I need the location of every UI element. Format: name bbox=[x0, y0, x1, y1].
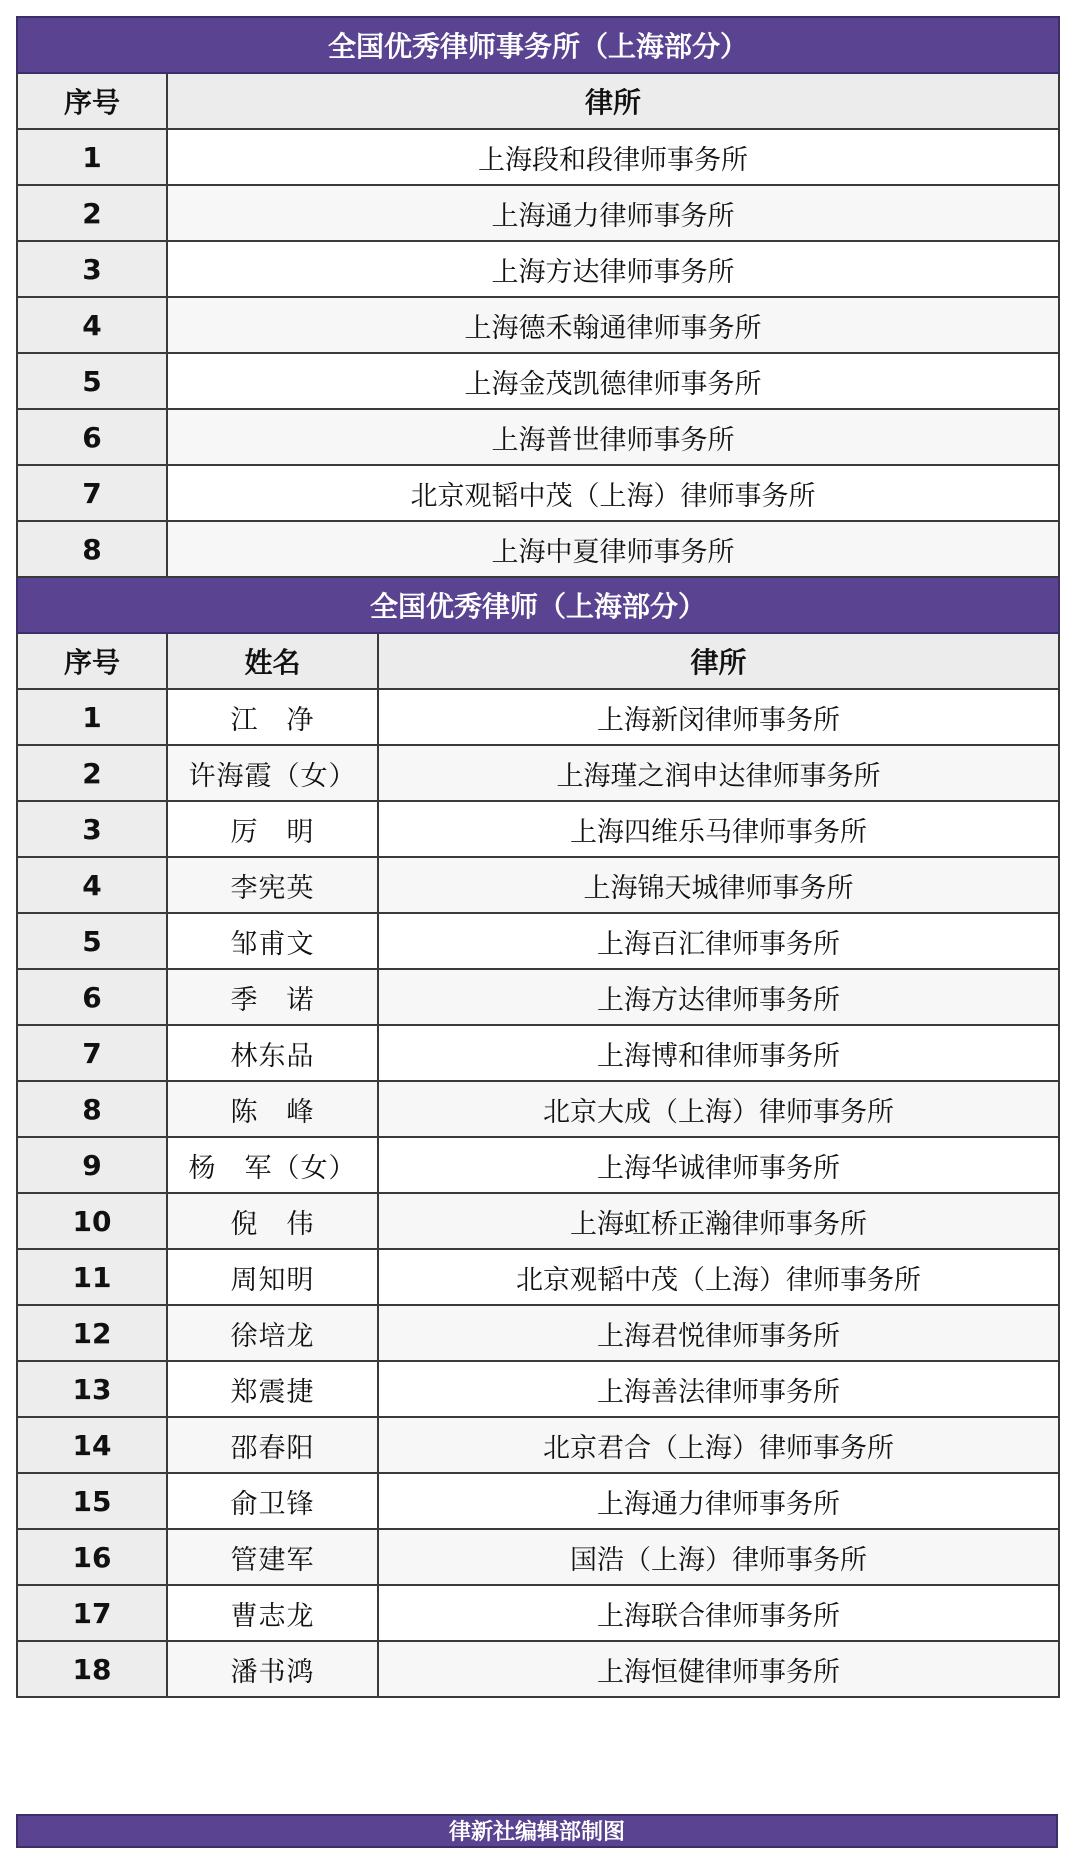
firm-name: 上海新闵律师事务所 bbox=[378, 689, 1059, 745]
row-number: 1 bbox=[17, 689, 167, 745]
firm-name: 上海君悦律师事务所 bbox=[378, 1305, 1059, 1361]
header-name: 姓名 bbox=[167, 633, 378, 689]
lawyer-name: 曹志龙 bbox=[167, 1585, 378, 1641]
row-number: 11 bbox=[17, 1249, 167, 1305]
lawyers-header-row bbox=[17, 633, 1059, 689]
lawyer-name: 陈 峰 bbox=[167, 1081, 378, 1137]
row-number: 1 bbox=[17, 129, 167, 185]
table-row bbox=[17, 801, 1059, 857]
row-number: 18 bbox=[17, 1641, 167, 1697]
footer-credit: 律新社编辑部制图 bbox=[16, 1814, 1058, 1848]
firm-name: 北京君合（上海）律师事务所 bbox=[378, 1417, 1059, 1473]
lawyer-name: 林东品 bbox=[167, 1025, 378, 1081]
lawyer-name: 徐培龙 bbox=[167, 1305, 378, 1361]
firm-name: 北京大成（上海）律师事务所 bbox=[378, 1081, 1059, 1137]
header-no: 序号 bbox=[17, 633, 167, 689]
awards-table-container bbox=[16, 16, 1058, 1698]
row-number: 5 bbox=[17, 353, 167, 409]
row-number: 2 bbox=[17, 185, 167, 241]
table-row bbox=[17, 409, 1059, 465]
firm-name: 上海普世律师事务所 bbox=[167, 409, 1059, 465]
lawyer-name: 倪 伟 bbox=[167, 1193, 378, 1249]
firm-name: 上海通力律师事务所 bbox=[378, 1473, 1059, 1529]
lawyer-name: 俞卫锋 bbox=[167, 1473, 378, 1529]
lawyer-name: 周知明 bbox=[167, 1249, 378, 1305]
lawyer-name: 许海霞（女） bbox=[167, 745, 378, 801]
table-row bbox=[17, 1529, 1059, 1585]
firm-name: 上海通力律师事务所 bbox=[167, 185, 1059, 241]
firm-name: 上海金茂凯德律师事务所 bbox=[167, 353, 1059, 409]
header-firm: 律所 bbox=[167, 73, 1059, 129]
row-number: 4 bbox=[17, 297, 167, 353]
table-row bbox=[17, 1193, 1059, 1249]
row-number: 10 bbox=[17, 1193, 167, 1249]
lawyer-name: 郑震捷 bbox=[167, 1361, 378, 1417]
table-row bbox=[17, 465, 1059, 521]
awards-table bbox=[16, 16, 1060, 1698]
table-row bbox=[17, 857, 1059, 913]
row-number: 5 bbox=[17, 913, 167, 969]
firms-section-title: 全国优秀律师事务所（上海部分） bbox=[17, 17, 1059, 73]
lawyer-name: 邹甫文 bbox=[167, 913, 378, 969]
table-row bbox=[17, 129, 1059, 185]
row-number: 6 bbox=[17, 409, 167, 465]
table-row bbox=[17, 1641, 1059, 1697]
row-number: 12 bbox=[17, 1305, 167, 1361]
firm-name: 上海恒健律师事务所 bbox=[378, 1641, 1059, 1697]
firm-name: 上海虹桥正瀚律师事务所 bbox=[378, 1193, 1059, 1249]
firm-name: 上海博和律师事务所 bbox=[378, 1025, 1059, 1081]
table-row bbox=[17, 1361, 1059, 1417]
lawyer-name: 管建军 bbox=[167, 1529, 378, 1585]
lawyer-name: 邵春阳 bbox=[167, 1417, 378, 1473]
table-row bbox=[17, 1585, 1059, 1641]
lawyer-name: 李宪英 bbox=[167, 857, 378, 913]
row-number: 8 bbox=[17, 521, 167, 577]
lawyers-section-title-row bbox=[17, 577, 1059, 633]
firm-name: 上海联合律师事务所 bbox=[378, 1585, 1059, 1641]
row-number: 8 bbox=[17, 1081, 167, 1137]
table-row bbox=[17, 1473, 1059, 1529]
header-no: 序号 bbox=[17, 73, 167, 129]
table-row bbox=[17, 745, 1059, 801]
firm-name: 上海百汇律师事务所 bbox=[378, 913, 1059, 969]
firm-name: 上海方达律师事务所 bbox=[167, 241, 1059, 297]
firm-name: 上海中夏律师事务所 bbox=[167, 521, 1059, 577]
lawyer-name: 季 诺 bbox=[167, 969, 378, 1025]
lawyer-name: 杨 军（女） bbox=[167, 1137, 378, 1193]
firm-name: 上海锦天城律师事务所 bbox=[378, 857, 1059, 913]
table-row bbox=[17, 185, 1059, 241]
row-number: 13 bbox=[17, 1361, 167, 1417]
firm-name: 北京观韬中茂（上海）律师事务所 bbox=[167, 465, 1059, 521]
firm-name: 上海善法律师事务所 bbox=[378, 1361, 1059, 1417]
row-number: 14 bbox=[17, 1417, 167, 1473]
table-row bbox=[17, 1081, 1059, 1137]
table-row bbox=[17, 297, 1059, 353]
lawyer-name: 厉 明 bbox=[167, 801, 378, 857]
table-row bbox=[17, 1137, 1059, 1193]
table-row bbox=[17, 913, 1059, 969]
firms-header-row bbox=[17, 73, 1059, 129]
awards-table-body bbox=[17, 17, 1059, 1697]
row-number: 2 bbox=[17, 745, 167, 801]
firm-name: 上海华诚律师事务所 bbox=[378, 1137, 1059, 1193]
firm-name: 上海方达律师事务所 bbox=[378, 969, 1059, 1025]
firm-name: 北京观韬中茂（上海）律师事务所 bbox=[378, 1249, 1059, 1305]
table-row bbox=[17, 241, 1059, 297]
firms-section-title-row bbox=[17, 17, 1059, 73]
row-number: 7 bbox=[17, 1025, 167, 1081]
row-number: 17 bbox=[17, 1585, 167, 1641]
table-row bbox=[17, 689, 1059, 745]
firm-name: 国浩（上海）律师事务所 bbox=[378, 1529, 1059, 1585]
table-row bbox=[17, 1305, 1059, 1361]
row-number: 7 bbox=[17, 465, 167, 521]
lawyers-section-title: 全国优秀律师（上海部分） bbox=[17, 577, 1059, 633]
row-number: 4 bbox=[17, 857, 167, 913]
firm-name: 上海段和段律师事务所 bbox=[167, 129, 1059, 185]
table-row bbox=[17, 521, 1059, 577]
row-number: 9 bbox=[17, 1137, 167, 1193]
row-number: 16 bbox=[17, 1529, 167, 1585]
table-row bbox=[17, 353, 1059, 409]
table-row bbox=[17, 969, 1059, 1025]
lawyer-name: 潘书鸿 bbox=[167, 1641, 378, 1697]
row-number: 15 bbox=[17, 1473, 167, 1529]
table-row bbox=[17, 1417, 1059, 1473]
row-number: 6 bbox=[17, 969, 167, 1025]
table-row bbox=[17, 1249, 1059, 1305]
firm-name: 上海四维乐马律师事务所 bbox=[378, 801, 1059, 857]
table-row bbox=[17, 1025, 1059, 1081]
header-firm: 律所 bbox=[378, 633, 1059, 689]
firm-name: 上海德禾翰通律师事务所 bbox=[167, 297, 1059, 353]
row-number: 3 bbox=[17, 801, 167, 857]
firm-name: 上海瑾之润申达律师事务所 bbox=[378, 745, 1059, 801]
lawyer-name: 江 净 bbox=[167, 689, 378, 745]
row-number: 3 bbox=[17, 241, 167, 297]
